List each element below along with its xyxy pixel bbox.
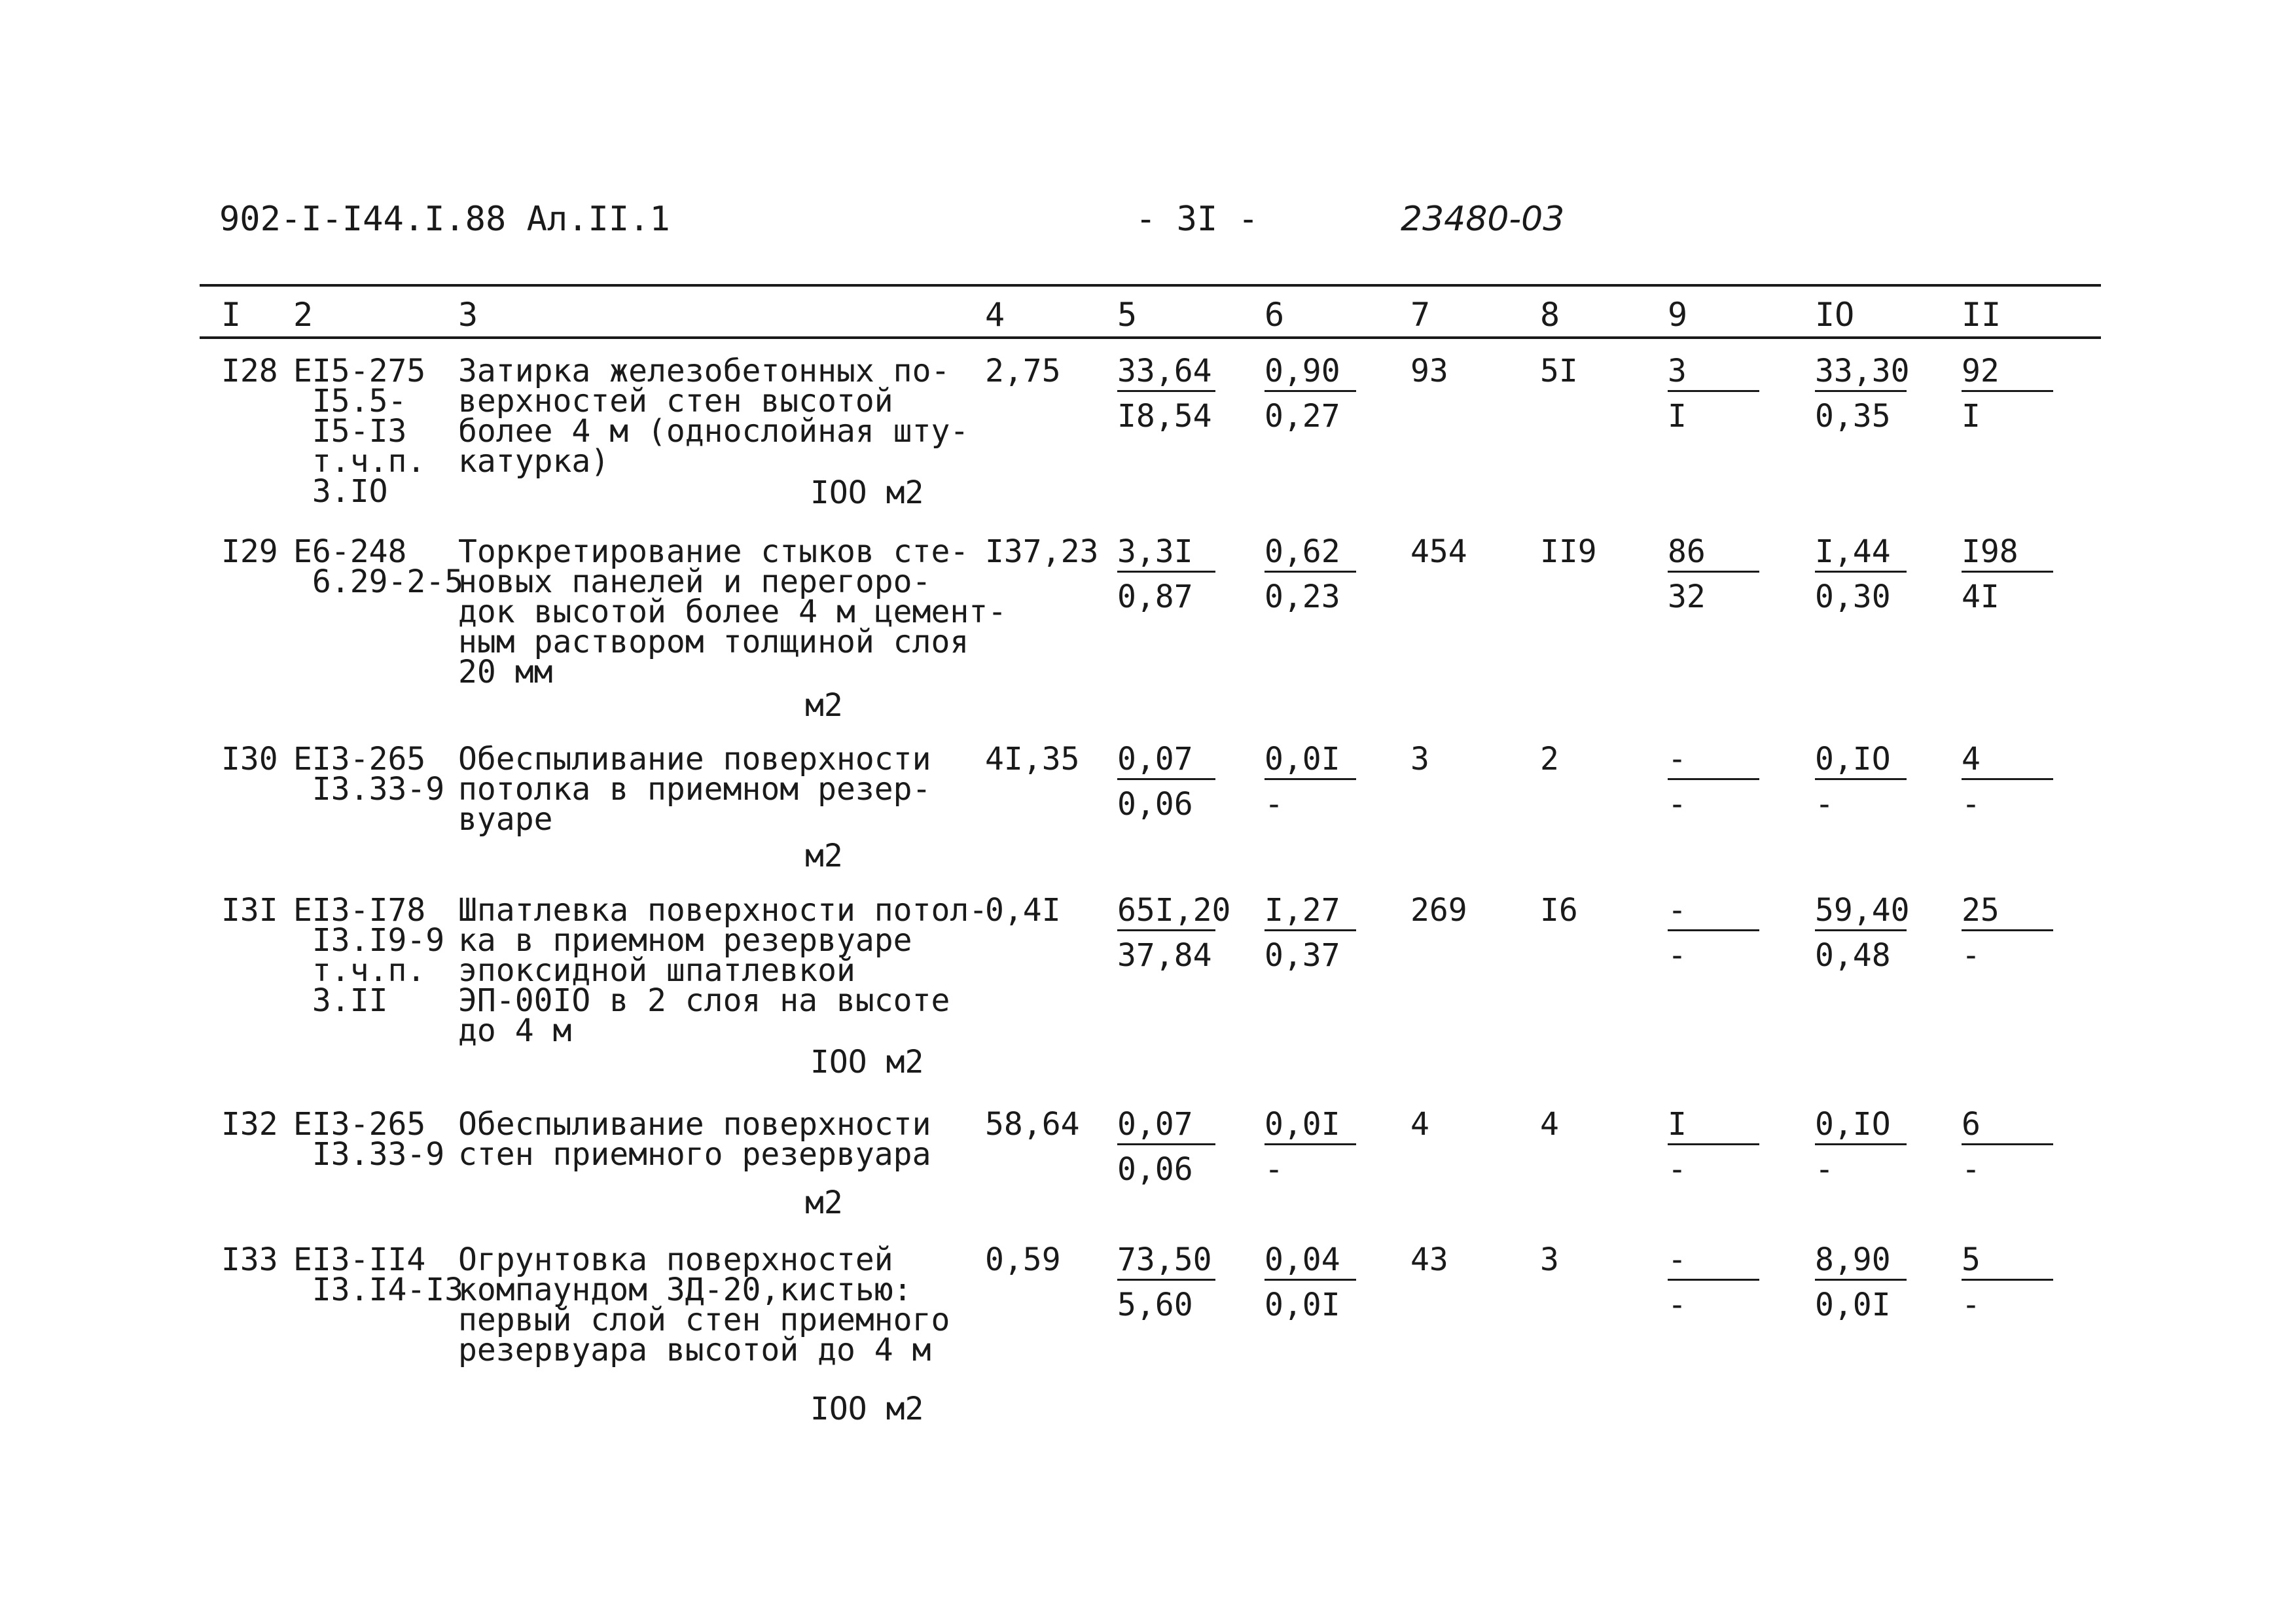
quantity: 2,75 bbox=[985, 353, 1061, 389]
column-header-11: II bbox=[1962, 296, 2001, 334]
fraction-numerator: 3,3I bbox=[1117, 533, 1193, 570]
fraction-numerator: I98 bbox=[1962, 533, 2018, 570]
fraction-c9 bbox=[1668, 353, 1687, 435]
fraction-c9 bbox=[1668, 741, 1687, 823]
row-number: I33 bbox=[221, 1241, 278, 1278]
fraction-denominator: - bbox=[1265, 786, 1283, 823]
fraction-c11 bbox=[1962, 533, 2018, 615]
fraction-numerator: 59,40 bbox=[1815, 892, 1910, 929]
fraction-c6 bbox=[1265, 1106, 1340, 1188]
fraction-numerator: 0,07 bbox=[1117, 741, 1193, 777]
fraction-numerator: 86 bbox=[1668, 533, 1706, 570]
fraction-numerator: 0,07 bbox=[1117, 1106, 1193, 1143]
row-number: I32 bbox=[221, 1106, 278, 1143]
fraction-c5 bbox=[1117, 533, 1193, 615]
value-col-8: 2 bbox=[1540, 741, 1559, 777]
fraction-numerator: - bbox=[1668, 892, 1687, 929]
fraction-numerator: 4 bbox=[1962, 741, 1981, 777]
fraction-bar bbox=[1668, 390, 1759, 392]
fraction-c10 bbox=[1815, 741, 1891, 823]
fraction-bar bbox=[1815, 929, 1907, 931]
row-number: I3I bbox=[221, 892, 278, 929]
fraction-bar bbox=[1668, 778, 1759, 780]
fraction-numerator: 33,64 bbox=[1117, 353, 1212, 389]
fraction-numerator: 5 bbox=[1962, 1241, 1981, 1278]
value-col-8: 4 bbox=[1540, 1106, 1559, 1143]
fraction-bar bbox=[1117, 1143, 1215, 1145]
value-col-8: 3 bbox=[1540, 1241, 1559, 1278]
page-number: - 3I - bbox=[1136, 200, 1259, 239]
value-col-7: 4 bbox=[1410, 1106, 1429, 1143]
fraction-numerator: 8,90 bbox=[1815, 1241, 1891, 1278]
column-header-7: 7 bbox=[1410, 296, 1431, 334]
value-col-8: I6 bbox=[1540, 892, 1578, 929]
fraction-numerator: 0,0I bbox=[1265, 741, 1340, 777]
fraction-bar bbox=[1265, 1143, 1356, 1145]
quantity: I37,23 bbox=[985, 533, 1099, 570]
row-number: I28 bbox=[221, 353, 278, 389]
fraction-numerator: 0,IO bbox=[1815, 1106, 1891, 1143]
value-col-7: 93 bbox=[1410, 353, 1448, 389]
fraction-denominator: - bbox=[1668, 1287, 1687, 1323]
fraction-denominator: 37,84 bbox=[1117, 937, 1212, 974]
fraction-c11 bbox=[1962, 1241, 1981, 1323]
column-header-9: 9 bbox=[1668, 296, 1688, 334]
fraction-numerator: 0,90 bbox=[1265, 353, 1340, 389]
measure-unit: IOO м2 bbox=[810, 1391, 924, 1427]
column-header-5: 5 bbox=[1117, 296, 1138, 334]
quantity: 0,4I bbox=[985, 892, 1061, 929]
work-description: Торкретирование стыков сте- новых панелей и перегоро- док высотой более 4 м цемент- ным раствором толщиной слоя 20 мм bbox=[458, 533, 1007, 690]
fraction-denominator: 0,06 bbox=[1117, 786, 1193, 823]
fraction-numerator: 0,0I bbox=[1265, 1106, 1340, 1143]
fraction-c6 bbox=[1265, 1241, 1340, 1323]
norm-code: EI3-I78 I3.I9-9 т.ч.п. 3.II bbox=[293, 892, 445, 1019]
fraction-numerator: 3 bbox=[1668, 353, 1687, 389]
fraction-denominator: - bbox=[1815, 1151, 1834, 1188]
quantity: 4I,35 bbox=[985, 741, 1080, 777]
work-description: Обеспыливание поверхности потолка в приемном резер- вуаре bbox=[458, 741, 931, 838]
fraction-c11 bbox=[1962, 353, 2000, 435]
fraction-bar bbox=[1117, 571, 1215, 573]
fraction-c10 bbox=[1815, 892, 1910, 974]
fraction-denominator: 0,87 bbox=[1117, 579, 1193, 615]
fraction-denominator: 0,48 bbox=[1815, 937, 1891, 974]
fraction-c6 bbox=[1265, 353, 1340, 435]
value-col-7: 454 bbox=[1410, 533, 1467, 570]
fraction-numerator: 65I,20 bbox=[1117, 892, 1231, 929]
fraction-denominator: 0,0I bbox=[1265, 1287, 1340, 1323]
row-number: I29 bbox=[221, 533, 278, 570]
fraction-c9 bbox=[1668, 1241, 1687, 1323]
quantity: 58,64 bbox=[985, 1106, 1080, 1143]
fraction-bar bbox=[1265, 390, 1356, 392]
fraction-c11 bbox=[1962, 892, 2000, 974]
norm-code: EI5-275 I5.5- I5-I3 т.ч.п. 3.IO bbox=[293, 353, 426, 510]
fraction-numerator: I bbox=[1668, 1106, 1687, 1143]
fraction-denominator: - bbox=[1962, 1287, 1981, 1323]
fraction-bar bbox=[1815, 571, 1907, 573]
row-number: I30 bbox=[221, 741, 278, 777]
fraction-bar bbox=[1962, 778, 2053, 780]
column-header-10: IO bbox=[1815, 296, 1855, 334]
fraction-denominator: I bbox=[1962, 398, 1981, 435]
document-code: 902-I-I44.I.88 Ал.II.1 bbox=[219, 200, 670, 239]
fraction-denominator: - bbox=[1668, 937, 1687, 974]
measure-unit: IOO м2 bbox=[810, 1044, 924, 1080]
fraction-denominator: I bbox=[1668, 398, 1687, 435]
fraction-c6 bbox=[1265, 533, 1340, 615]
fraction-c5 bbox=[1117, 741, 1193, 823]
work-description: Обеспыливание поверхности стен приемного резервуара bbox=[458, 1106, 931, 1173]
norm-code: EI3-265 I3.33-9 bbox=[293, 1106, 445, 1173]
value-col-8: 5I bbox=[1540, 353, 1578, 389]
fraction-denominator: 0,23 bbox=[1265, 579, 1340, 615]
fraction-bar bbox=[1117, 1279, 1215, 1281]
fraction-numerator: 0,IO bbox=[1815, 741, 1891, 777]
fraction-denominator: - bbox=[1962, 1151, 1981, 1188]
archive-code: 23480-03 bbox=[1401, 200, 1565, 239]
fraction-c5 bbox=[1117, 1106, 1193, 1188]
table-top-rule bbox=[200, 284, 2101, 287]
fraction-bar bbox=[1815, 778, 1907, 780]
fraction-denominator: - bbox=[1668, 786, 1687, 823]
norm-code: EI3-II4 I3.I4-I3 bbox=[293, 1241, 464, 1308]
measure-unit: м2 bbox=[805, 1185, 843, 1221]
fraction-numerator: 33,30 bbox=[1815, 353, 1910, 389]
fraction-denominator: - bbox=[1962, 937, 1981, 974]
value-col-7: 269 bbox=[1410, 892, 1467, 929]
fraction-numerator: 25 bbox=[1962, 892, 2000, 929]
fraction-bar bbox=[1962, 571, 2053, 573]
fraction-c10 bbox=[1815, 1106, 1891, 1188]
fraction-bar bbox=[1117, 778, 1215, 780]
work-description: Шпатлевка поверхности потол- ка в приемном резервуаре эпоксидной шпатлевкой ЭП-00IO в 2 слоя на высоте до 4 м bbox=[458, 892, 988, 1049]
fraction-bar bbox=[1117, 929, 1215, 931]
fraction-denominator: 0,35 bbox=[1815, 398, 1891, 435]
fraction-numerator: 73,50 bbox=[1117, 1241, 1212, 1278]
fraction-denominator: 32 bbox=[1668, 579, 1706, 615]
fraction-bar bbox=[1265, 929, 1356, 931]
fraction-bar bbox=[1962, 1279, 2053, 1281]
fraction-c6 bbox=[1265, 741, 1340, 823]
value-col-8: II9 bbox=[1540, 533, 1597, 570]
fraction-bar bbox=[1815, 1279, 1907, 1281]
fraction-denominator: 5,60 bbox=[1117, 1287, 1193, 1323]
fraction-bar bbox=[1815, 390, 1907, 392]
fraction-c11 bbox=[1962, 1106, 1981, 1188]
column-header-2: 2 bbox=[293, 296, 314, 334]
fraction-denominator: 0,0I bbox=[1815, 1287, 1891, 1323]
fraction-denominator: I8,54 bbox=[1117, 398, 1212, 435]
work-description: Затирка железобетонных по- верхностей стен высотой более 4 м (однослойная шту- катурка) bbox=[458, 353, 969, 480]
fraction-c5 bbox=[1117, 1241, 1212, 1323]
fraction-denominator: 0,30 bbox=[1815, 579, 1891, 615]
norm-code: E6-248 6.29-2-5 bbox=[293, 533, 464, 600]
fraction-denominator: 0,06 bbox=[1117, 1151, 1193, 1188]
fraction-c9 bbox=[1668, 892, 1687, 974]
fraction-numerator: 0,62 bbox=[1265, 533, 1340, 570]
column-header-4: 4 bbox=[985, 296, 1005, 334]
fraction-c10 bbox=[1815, 533, 1891, 615]
column-header-8: 8 bbox=[1540, 296, 1560, 334]
fraction-numerator: I,44 bbox=[1815, 533, 1891, 570]
fraction-bar bbox=[1265, 778, 1356, 780]
fraction-numerator: - bbox=[1668, 741, 1687, 777]
fraction-bar bbox=[1668, 1143, 1759, 1145]
fraction-denominator: 4I bbox=[1962, 579, 2000, 615]
fraction-numerator: 6 bbox=[1962, 1106, 1981, 1143]
fraction-c9 bbox=[1668, 533, 1706, 615]
fraction-denominator: 0,37 bbox=[1265, 937, 1340, 974]
measure-unit: м2 bbox=[805, 687, 843, 724]
fraction-c9 bbox=[1668, 1106, 1687, 1188]
value-col-7: 43 bbox=[1410, 1241, 1448, 1278]
work-description: Огрунтовка поверхностей компаундом ЗД-20,кистью: первый слой стен приемного резервуара высотой до 4 м bbox=[458, 1241, 950, 1368]
value-col-7: 3 bbox=[1410, 741, 1429, 777]
column-header-6: 6 bbox=[1265, 296, 1285, 334]
fraction-denominator: 0,27 bbox=[1265, 398, 1340, 435]
fraction-bar bbox=[1668, 929, 1759, 931]
fraction-bar bbox=[1962, 390, 2053, 392]
fraction-bar bbox=[1117, 390, 1215, 392]
fraction-numerator: - bbox=[1668, 1241, 1687, 1278]
fraction-c6 bbox=[1265, 892, 1340, 974]
fraction-denominator: - bbox=[1815, 786, 1834, 823]
fraction-c10 bbox=[1815, 353, 1910, 435]
column-header-3: 3 bbox=[458, 296, 478, 334]
fraction-bar bbox=[1265, 1279, 1356, 1281]
fraction-bar bbox=[1265, 571, 1356, 573]
fraction-bar bbox=[1815, 1143, 1907, 1145]
fraction-bar bbox=[1668, 571, 1759, 573]
fraction-c11 bbox=[1962, 741, 1981, 823]
norm-code: EI3-265 I3.33-9 bbox=[293, 741, 445, 808]
fraction-bar bbox=[1962, 929, 2053, 931]
fraction-bar bbox=[1668, 1279, 1759, 1281]
measure-unit: м2 bbox=[805, 838, 843, 874]
fraction-denominator: - bbox=[1962, 786, 1981, 823]
fraction-c5 bbox=[1117, 353, 1212, 435]
measure-unit: IOO м2 bbox=[810, 474, 924, 511]
column-header-1: I bbox=[221, 296, 242, 334]
fraction-numerator: I,27 bbox=[1265, 892, 1340, 929]
fraction-denominator: - bbox=[1668, 1151, 1687, 1188]
fraction-c10 bbox=[1815, 1241, 1891, 1323]
fraction-numerator: 0,04 bbox=[1265, 1241, 1340, 1278]
fraction-bar bbox=[1962, 1143, 2053, 1145]
fraction-numerator: 92 bbox=[1962, 353, 2000, 389]
fraction-c5 bbox=[1117, 892, 1231, 974]
fraction-denominator: - bbox=[1265, 1151, 1283, 1188]
quantity: 0,59 bbox=[985, 1241, 1061, 1278]
table-header-rule bbox=[200, 336, 2101, 339]
